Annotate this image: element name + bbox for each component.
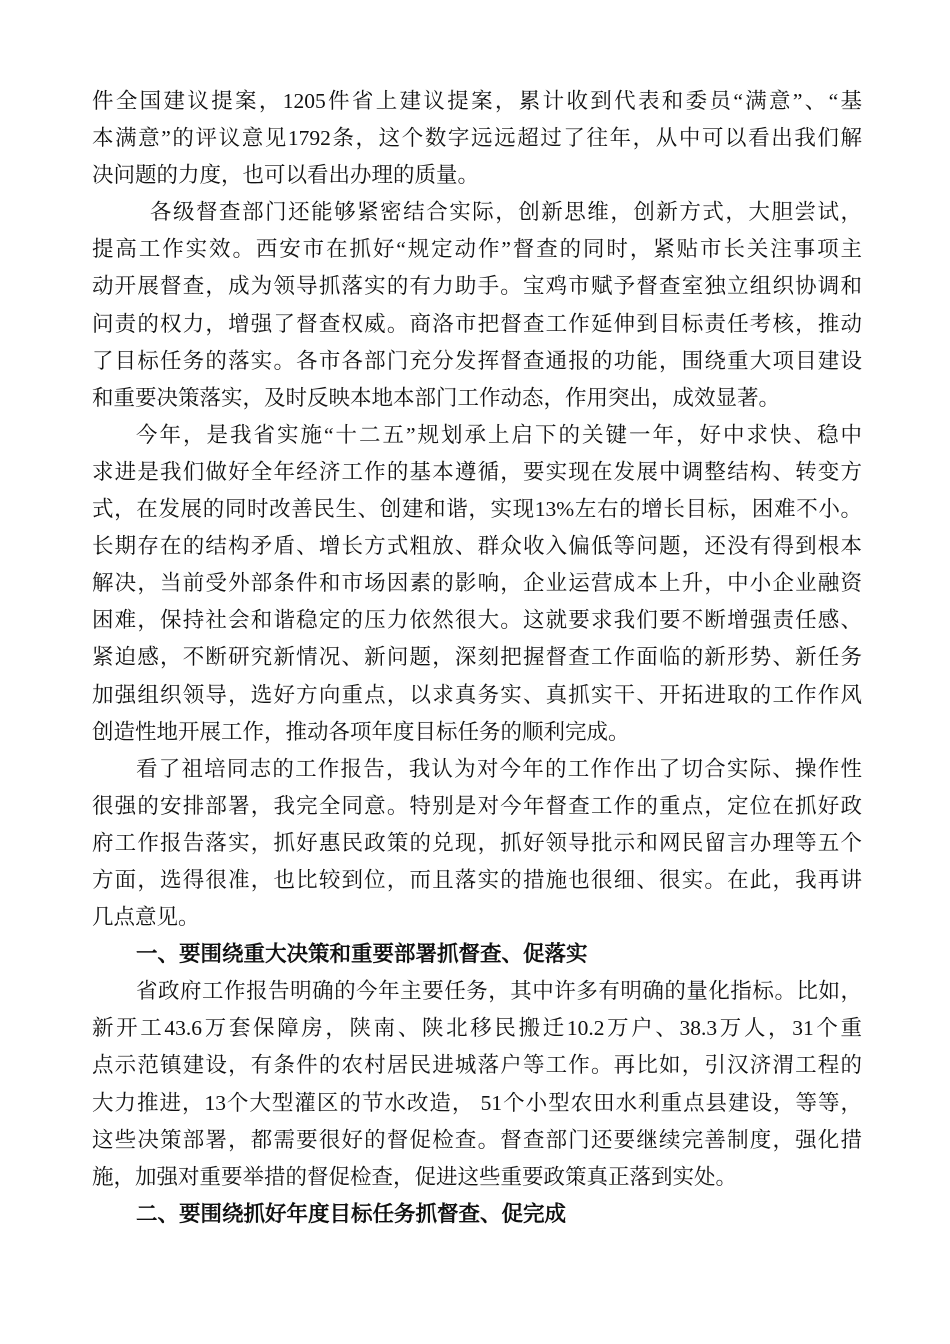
text-line: 式，在发展的同时改善民生、创建和谐，实现13%左右的增长目标，困难不小。	[92, 497, 862, 522]
text-line: 新开工43.6万套保障房，陕南、陕北移民搬迁10.2万户、38.3万人，31个重	[92, 1016, 862, 1041]
text-line: 和重要决策落实，及时反映本地本部门工作动态，作用突出，成效显著。	[92, 385, 781, 410]
text-line: 看了祖培同志的工作报告，我认为对今年的工作作出了切合实际、操作性	[136, 756, 862, 781]
text-line: 决问题的力度，也可以看出办理的质量。	[92, 163, 480, 188]
text-line: 大力推进，13个大型灌区的节水改造， 51个小型农田水利重点县建设，等等，	[92, 1090, 862, 1115]
text-line: 问责的权力，增强了督查权威。商洛市把督查工作延伸到目标责任考核，推动	[92, 311, 862, 336]
text-line: 这些决策部署，都需要很好的督促检查。督查部门还要继续完善制度，强化措	[92, 1127, 862, 1152]
text-line: 几点意见。	[92, 905, 200, 930]
text-line: 点示范镇建设，有条件的农村居民进城落户等工作。再比如，引汉济渭工程的	[92, 1053, 862, 1078]
text-line: 今年，是我省实施“十二五”规划承上启下的关键一年，好中求快、稳中	[136, 422, 862, 447]
text-line: 加强组织领导，选好方向重点，以求真务实、真抓实干、开拓进取的工作作风	[92, 682, 862, 707]
text-line: 创造性地开展工作，推动各项年度目标任务的顺利完成。	[92, 719, 630, 744]
text-line: 件全国建议提案，1205件省上建议提案，累计收到代表和委员“满意”、“基	[92, 89, 862, 113]
text-line: 困难，保持社会和谐稳定的压力依然很大。这就要求我们要不断增强责任感、	[92, 608, 862, 633]
text-line: 各级督查部门还能够紧密结合实际，创新思维，创新方式，大胆尝试，	[150, 200, 862, 225]
paragraph-this-year	[92, 417, 862, 751]
heading-text: 二、要围绕抓好年度目标任务抓督查、促完成	[136, 1201, 567, 1226]
text-line: 长期存在的结构矛盾、增长方式粗放、群众收入偏低等问题，还没有得到根本	[92, 534, 862, 559]
paragraph-report-review	[92, 751, 862, 936]
paragraph-continued	[92, 83, 862, 194]
section-heading-1	[92, 936, 862, 973]
text-line: 解决，当前受外部条件和市场因素的影响，企业运营成本上升，中小企业融资	[92, 571, 862, 596]
text-line: 本满意”的评议意见1792条，这个数字远远超过了往年，从中可以看出我们解	[92, 126, 862, 151]
heading-text: 一、要围绕重大决策和重要部署抓督查、促落实	[136, 942, 588, 967]
section-heading-2	[92, 1196, 862, 1233]
document-page	[92, 83, 862, 1233]
text-line: 紧迫感，不断研究新情况、新问题，深刻把握督查工作面临的新形势、新任务	[92, 645, 862, 670]
text-line: 了目标任务的落实。各市各部门充分发挥督查通报的功能，围绕重大项目建设	[92, 348, 862, 373]
text-line: 动开展督查，成为领导抓落实的有力助手。宝鸡市赋予督查室独立组织协调和	[92, 274, 862, 299]
paragraph-supervision-innovation	[92, 194, 862, 417]
text-line: 省政府工作报告明确的今年主要任务，其中许多有明确的量化指标。比如，	[136, 979, 862, 1004]
text-line: 施，加强对重要举措的督促检查，促进这些重要政策真正落到实处。	[92, 1164, 738, 1189]
text-line: 方面，选得很准，也比较到位，而且落实的措施也很细、很实。在此，我再讲	[92, 867, 862, 892]
text-line: 求进是我们做好全年经济工作的基本遵循，要实现在发展中调整结构、转变方	[92, 459, 862, 484]
text-line: 提高工作实效。西安市在抓好“规定动作”督查的同时，紧贴市长关注事项主	[92, 237, 862, 262]
text-line: 府工作报告落实，抓好惠民政策的兑现，抓好领导批示和网民留言办理等五个	[92, 830, 862, 855]
text-line: 很强的安排部署，我完全同意。特别是对今年督查工作的重点，定位在抓好政	[92, 793, 862, 818]
paragraph-major-decisions	[92, 973, 862, 1196]
